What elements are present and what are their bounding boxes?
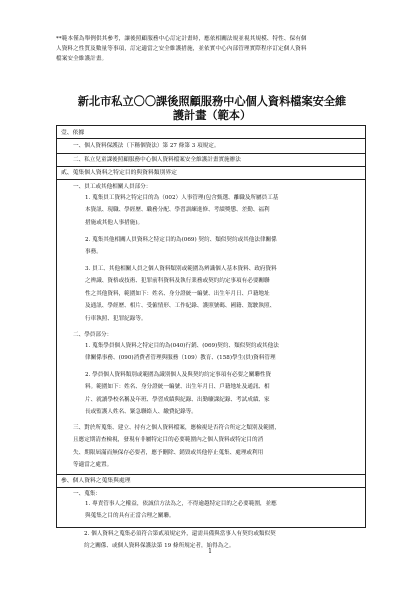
- section-3-para-2: 2. 個人資料之蒐集必須符合第貳項規定外，還需具備與當事人有契約或類似契 約之關係、或個人資料保護法第 19 條所規定者，始得為之。: [84, 531, 276, 550]
- section-3-para-1: 1. 專責管事人之權益，依誠信方法為之，不得逾越特定目的之必要範圍，並應 與蒐集之目的具有正當合理之關聯。: [85, 501, 277, 520]
- disclaimer-note: **範本僅為舉例供其參考，讓後照顧服務中心訂定計畫時，應依相關法規並視其規模、特性、保有個 人資料之性質及數量等事項，訂定適當之安全維護措施，並依實中心內部管理實際程序訂定個人資料 檔案安全維護計畫。: [56, 36, 307, 62]
- section-3-heading: 參、個人資料之蒐集與處理: [61, 478, 131, 484]
- divider: [57, 153, 365, 154]
- content-table: [56, 125, 366, 528]
- section-2-sub-1: 一、員工或其他相關人員部分：: [73, 184, 152, 190]
- section-2-para-2: 2. 蒐集其他相關人員資料之特定目的為(069) 契約、類似契約或其他法律關係 事務。: [85, 237, 277, 256]
- section-2-para-5: 2. 學員個人資料類別或範圍為識別個人及與契約約定事項有必要之關聯性資 料。範圍如下：姓名、身分證統一編號、出生年月日、戶籍地址及通訊、相 片、就讀學校名稱及年班、學習成績與紀錄、出勤曠課紀錄、考試成績、家 長或監護人姓名、緊急聯絡人、繳費紀錄等。: [85, 372, 272, 416]
- section-2-heading: 貳、蒐集個人資料之特定目的與資料類別界定: [61, 170, 177, 176]
- section-2-para-3: 3. 員工、其他相關人員之個人資料類別或範圍為辨識個人基本資料、政府資料 之辨識、資格或技術、犯罪前科資料及執行業務或契約約定事項有必要關聯 性之其他資料，範圍如下：姓名、身分證統一編號、出生年月日、戶籍地址 及通訊、學經歷、相片、受僱情形、工作紀錄、護照號碼、國籍、駕駛執照、 行車執照、犯罪紀錄等。: [85, 266, 277, 322]
- section-2-para-1: 1. 蒐集員工資料之特定目的為（002）人事管理(包含甄選、離職及所屬員工基 本資訊、現職、學經歷、職務分配、學習訓練進修、考績獎懲、差勤、福利 措施或其他人事措施)。: [85, 195, 279, 226]
- section-1-heading: 壹、依據: [61, 130, 85, 136]
- title-line-2: 護計畫（範本）: [172, 109, 252, 122]
- section-1-item-1: 一、個人資料保護法（下稱個資法）第 27 條第 3 項規定。: [73, 143, 220, 149]
- divider: [57, 166, 365, 167]
- title-line-1: 新北市私立〇〇課後照顧服務中心個人資料檔案安全維: [77, 95, 347, 108]
- page-number: 1: [208, 548, 212, 555]
- divider: [57, 138, 365, 139]
- document-title: [56, 95, 368, 123]
- divider: [57, 474, 365, 475]
- divider: [57, 487, 365, 488]
- divider: [57, 179, 365, 180]
- section-2-para-6: 三、對於所蒐集、建立、持有之個人資料檔案，應檢視是否符合所定之類別及範圍， 且應定期清查檢視，發現有非屬特定目的必要範圍內之個人資料或特定目的消 失、期限屆滿而無保存必要者，應予刪除、銷毀或其他停止蒐集、處理或利用 等適當之處置。: [73, 425, 280, 469]
- section-2-sub-2: 二、學員部分：: [73, 332, 113, 338]
- section-1-item-2: 二、私立兒童課後照顧服務中心個人資料檔案安全維護計畫實施辦法: [73, 157, 241, 163]
- section-3-sub-1: 一、蒐集：: [73, 491, 101, 497]
- section-2-para-4: 1. 蒐集學員個人資料之特定目的為(040)行銷、(069)契約、類似契約或其他法 律關係事務、(090)消費者管理與服務（109）教育、(158)學生(員)資料管理: [85, 343, 279, 362]
